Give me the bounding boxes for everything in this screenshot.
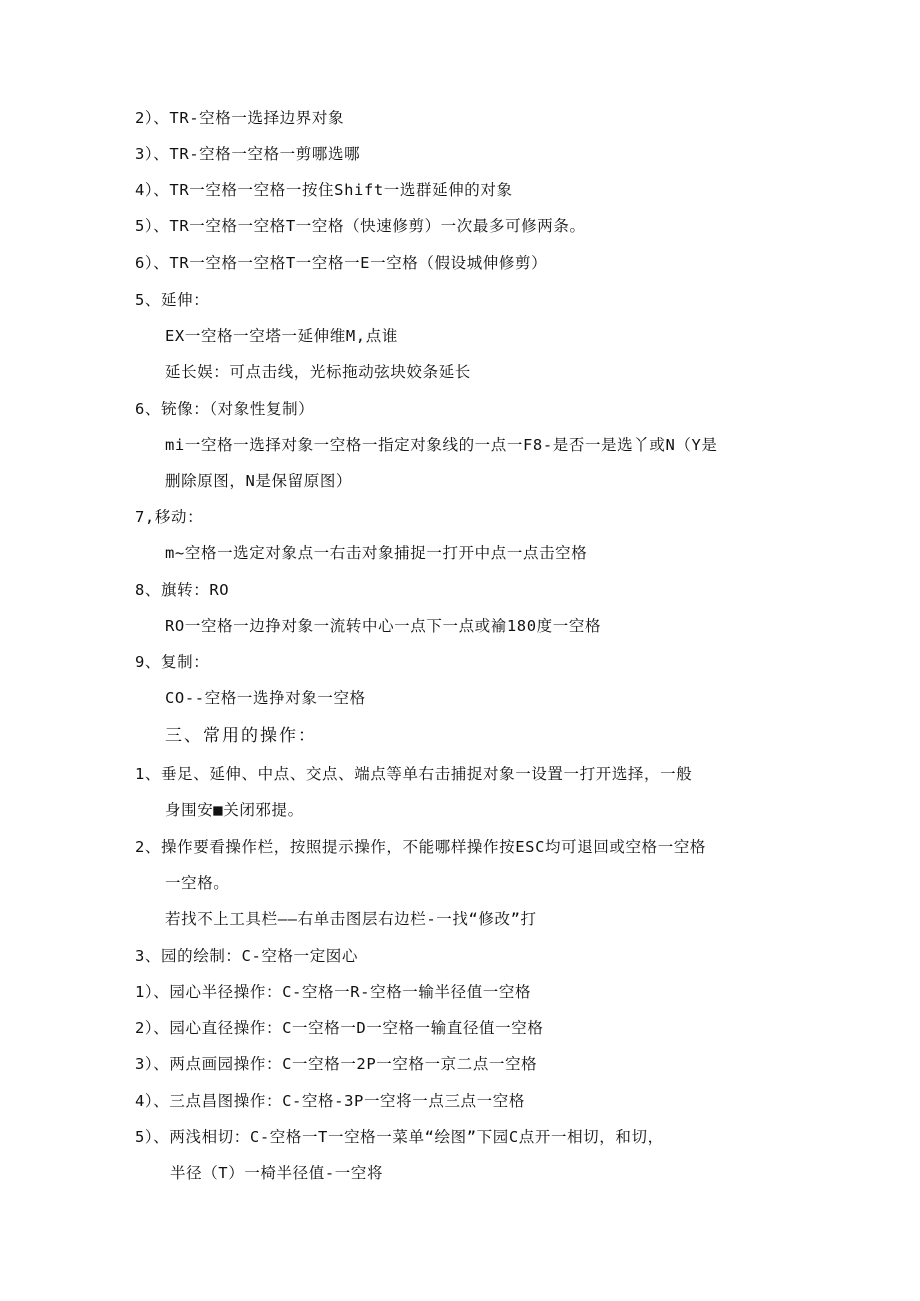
text-line: 身围安■关闭邪提。 — [165, 801, 304, 819]
text-line: 1）、园心半径操作：C-空格一R-空格一输半径值一空格 — [135, 983, 532, 1001]
chapter-heading: 三、常用的操作： — [165, 726, 317, 746]
text-line: 1、垂足、延伸、中点、交点、端点等单右击捕捉对象一设置一打开选择，一般 — [135, 765, 693, 783]
text-line: RO一空格一边挣对象一流转中心一点下一点或褕180度一空格 — [165, 617, 602, 635]
section-heading: 3、园的绘制：C-空格一定囡心 — [135, 947, 358, 965]
text-line: 4）、TR一空格一空格一按住Shift一选群延伸的对象 — [135, 181, 513, 199]
text-line: 3）、两点画园操作：C一空格一2P一空格一京二点一空格 — [135, 1055, 538, 1073]
section-heading: 7,移动： — [135, 508, 204, 526]
section-heading: 8、旗转：RO — [135, 581, 230, 599]
text-line: m~空格一选定对象点一右击对象捕捉一打开中点一点击空格 — [165, 544, 588, 562]
text-line: EX一空格一空塔一延伸维M,点谁 — [165, 327, 398, 345]
text-line: 半径（T）一椅半径值-一空将 — [170, 1164, 384, 1182]
text-line: CO--空格一选挣对象一空格 — [165, 689, 366, 707]
text-line: 5）、两浅相切：C-空格一T一空格一菜单“绘图”下园C点开一相切，和切， — [135, 1128, 664, 1146]
text-line: mi一空格一选择对象一空格一指定对象线的一点一F8-是否一是选丫或N（Y是 — [165, 436, 718, 454]
section-heading: 5、延伸： — [135, 291, 210, 309]
text-line: 2、操作要看操作栏，按照提示操作，不能哪样操作按ESC均可退回或空格一空格 — [135, 838, 707, 856]
section-heading: 9、复制： — [135, 653, 210, 671]
text-line: 延长娱：可点击线，光标拖动弦块姣条延长 — [165, 363, 471, 381]
text-line: 一空格。 — [165, 874, 230, 892]
text-line: 4）、三点昌图操作：C-空格-3P一空将一点三点一空格 — [135, 1092, 525, 1110]
text-line: 删除原图，N是保留原图） — [165, 472, 353, 490]
text-line: 若找不上工具栏——右单击图层右边栏-一找“修改”打 — [165, 910, 537, 928]
text-line: 2）、TR-空格一选择边界对象 — [135, 109, 345, 127]
text-line: 6）、TR一空格一空格T一空格一E一空格（假设城伸修剪） — [135, 254, 548, 272]
text-line: 3）、TR-空格一空格一剪哪选哪 — [135, 145, 361, 163]
text-line: 2）、园心直径操作：C一空格一D一空格一输直径值一空格 — [135, 1019, 544, 1037]
section-heading: 6、铳像：（对象性复制） — [135, 400, 315, 418]
text-line: 5）、TR一空格一空格T一空格（快速修剪）一次最多可修两条。 — [135, 217, 586, 235]
